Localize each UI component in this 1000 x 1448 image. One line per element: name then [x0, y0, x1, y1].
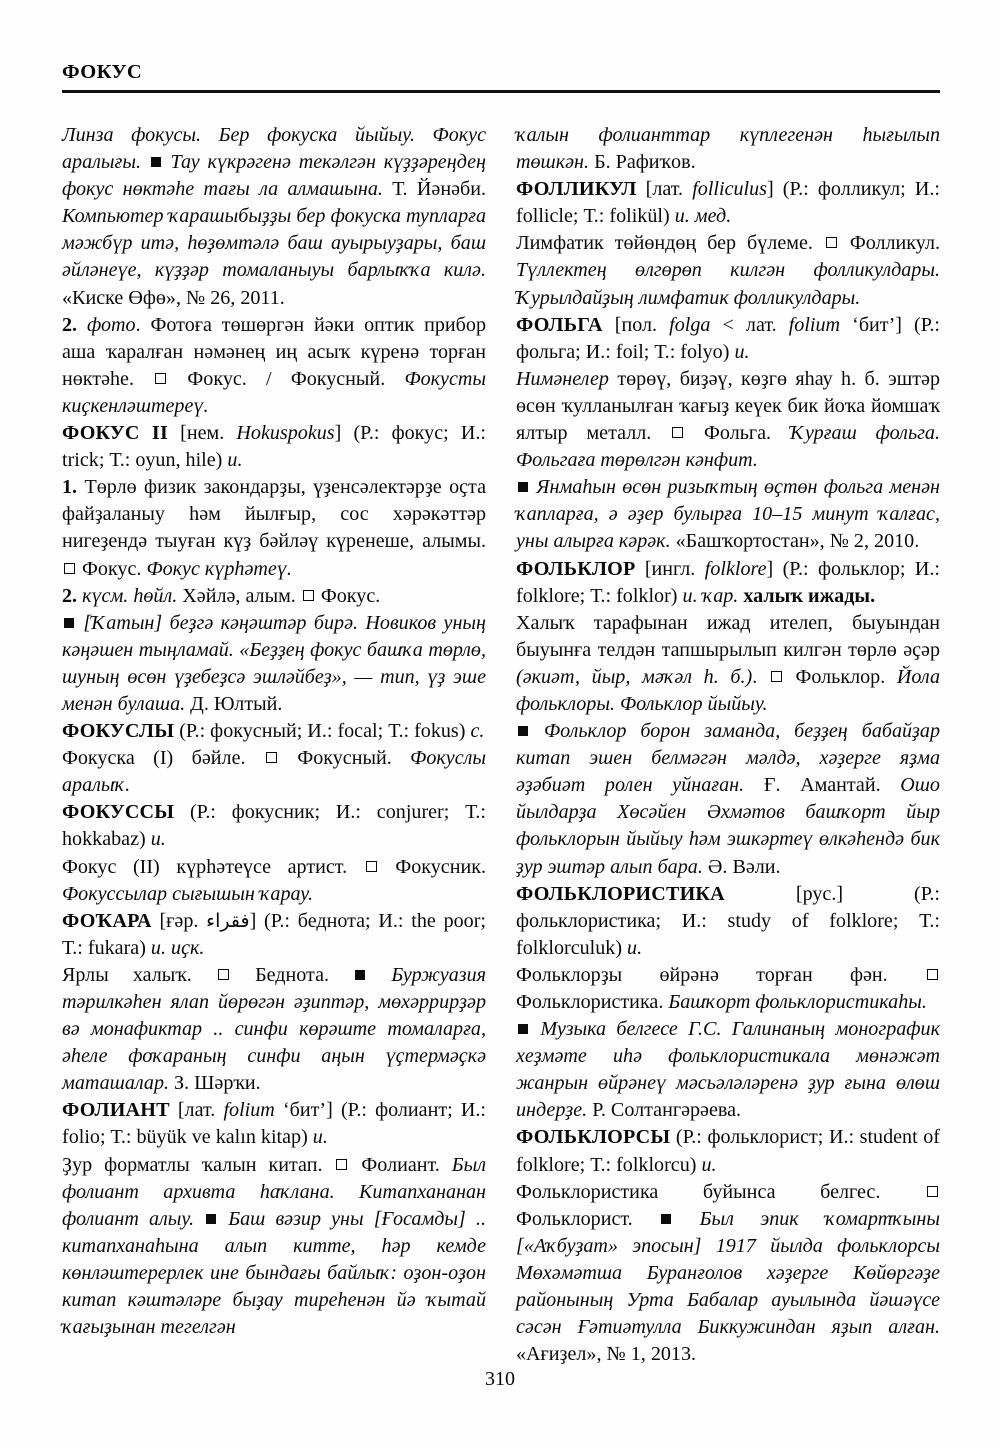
entry-sense: [516, 610, 940, 718]
italic-text: и.: [150, 828, 166, 851]
entry-sense: [516, 1179, 940, 1369]
roman-text: Фокус.: [315, 584, 381, 607]
roman-text: .: [752, 665, 769, 688]
roman-text: Р. Солтангәрәева.: [587, 1099, 742, 1122]
italic-text: күсм. һөйл.: [77, 584, 178, 607]
entry-headword: ФОЛИАНТ: [62, 1099, 170, 1122]
italic-text: folliculus: [692, 178, 767, 201]
entry-body: [62, 122, 486, 312]
italic-text: folium: [788, 313, 841, 336]
roman-text: . Фотоға төшөргән йәки оптик прибор аша ҡаралған нәмәнең иң асыҡ күренә торған нөктәһе.: [62, 313, 486, 390]
entry-citation: [516, 718, 940, 881]
italic-text: и.: [734, 340, 750, 363]
roman-text: Фольклорҙы өйрәнә торған фән.: [516, 963, 925, 986]
italic-text: Йола фольклоры. Фольклор йыйыу.: [516, 665, 940, 715]
roman-text: Фокус. / Фокусный.: [168, 367, 405, 390]
dictionary-entry: [62, 908, 486, 962]
roman-text: Фольклор.: [783, 665, 897, 688]
hollow-square-mark: [672, 427, 683, 438]
roman-text: < лат.: [710, 313, 789, 336]
filled-square-mark: [518, 726, 528, 736]
filled-square-mark: [518, 482, 528, 492]
roman-text: Фольклористика.: [516, 991, 669, 1013]
entry-sense: [62, 583, 486, 610]
entry-headword: ФОКУС II: [62, 422, 168, 445]
entry-sense: [62, 474, 486, 582]
running-head-rule: [62, 90, 940, 93]
italic-text: Линза фокусы. Бер фокуска йыйыу. Фокус аралығы.: [62, 124, 486, 174]
hollow-square-mark: [303, 590, 314, 601]
running-head: [62, 62, 940, 93]
filled-square-mark: [151, 157, 161, 167]
roman-text: ‘бит’] (Р.: фолиант; И.: folio; Т.: büyük ve kalın kitap): [62, 1099, 486, 1149]
hollow-square-mark: [927, 1186, 938, 1197]
dictionary-entry: [62, 420, 486, 474]
roman-text: Фольга.: [685, 422, 790, 445]
italic-text: и. ҡар.: [682, 584, 739, 607]
filled-square-mark: [661, 1214, 671, 1224]
entry-sense: [516, 230, 940, 311]
entry-headword: ФОЛЛИКУЛ: [516, 178, 637, 201]
roman-text: Лимфатик төйөндөң бер бүлеме.: [516, 232, 824, 255]
hollow-square-mark: [64, 563, 75, 574]
dictionary-entry: [516, 176, 940, 230]
roman-text: [ингл.: [635, 557, 705, 580]
roman-text: Халыҡ тарафынан ижад ителеп, быуындан быуынға телдән тапшырылып килгән төрлө әҫәр: [516, 611, 940, 661]
hollow-square-mark: [266, 752, 277, 763]
entry-sense: [62, 745, 486, 799]
italic-text: и. иҫк.: [150, 936, 205, 959]
roman-text: «Ағиҙел», № 1, 2013.: [516, 1343, 697, 1366]
italic-text: ҡалын фолианттар күплегенән һығылып төшкән.: [516, 124, 940, 174]
italic-text: и. мед.: [674, 205, 732, 228]
italic-text: folklore: [704, 557, 767, 580]
hollow-square-mark: [155, 373, 166, 384]
dictionary-entry: [62, 1097, 486, 1151]
roman-text: Фокус (II) күрһәтеүсе артист.: [62, 855, 364, 878]
italic-text: Түллектең өлгөрөп килгән фолликулдары. Ҡурылдайҙың лимфатик фолликулдары.: [516, 259, 940, 309]
entry-headword: ФОКУССЫ: [62, 801, 175, 824]
dictionary-entry: [516, 1124, 940, 1178]
entry-body: [516, 122, 940, 176]
roman-text: Фольклористика буйынса белгес.: [516, 1180, 925, 1203]
italic-text: и.: [312, 1126, 328, 1149]
italic-text: Фольклор борон заманда, беҙҙең бабайҙар китап эшен белмәгән мәлдә, хәҙерге яҙма әҙәбиәт ролен уйнаған.: [516, 720, 940, 797]
roman-text: Фокус.: [77, 557, 147, 580]
roman-text: (Р.: фокусный; И.: focal; Т.: fokus): [174, 720, 471, 743]
roman-text: Ә. Вәли.: [702, 855, 781, 878]
italic-text: Баш вәзир уны [Ғосамды] .. китапханаһына алып китте, һәр кемде көнләштерерлек ине бындағы байлыҡ: оҙон-оҙон китап кәштәләре быҙау тиреһенән йә ҡытай ҡағыҙынан тегелгән: [62, 1207, 487, 1339]
bold-text: халыҡ ижады.: [743, 584, 876, 607]
italic-text: Фокуссылар сығышын ҡарау.: [62, 882, 313, 905]
roman-text: Д. Юлтый.: [185, 692, 283, 715]
italic-text: Hokuspokus: [236, 422, 335, 445]
hollow-square-mark: [826, 237, 837, 248]
hollow-square-mark: [927, 969, 938, 980]
roman-text: [нем.: [167, 422, 237, 445]
dictionary-entry: [516, 312, 940, 366]
roman-text: [рус.] (Р.: фольклористика; И.: study of folklore; Т.: folklorculuk): [516, 882, 940, 959]
roman-text: ] (Р.: фокус; И.: trick; Т.: oyun, hile): [62, 422, 486, 472]
italic-text: Буржуазия тәрилкәһен ялап йөрөгән әҙиптәр, мөхәррирҙәр вә монафиктар .. синфи көрәште томаларға, әһеле фоҡараның синфи аңын үҫтермәҫкә маташалар.: [62, 963, 487, 1095]
roman-text: Ғ. Амантай.: [744, 774, 901, 797]
roman-text: [141, 151, 149, 173]
filled-square-mark: [64, 618, 74, 628]
arabic-etymon: فقراء: [206, 909, 250, 932]
italic-text: Фокус күрһәтеү.: [146, 557, 292, 580]
italic-text: Музыка белгесе Г.С. Галинаның монографик хеҙмәте иһә фольклористикала мөнәжәт жанрын өйрәнеү мәсьәләләренә ҙур ғына өлөш индерҙе.: [516, 1018, 940, 1122]
roman-text: Фокусник.: [378, 855, 486, 878]
italic-text: folium: [223, 1099, 275, 1122]
italic-text: фото: [77, 313, 136, 336]
roman-text: Төрлө физик закондарҙы, үҙенсәлектәрҙе оҫта файҙаланыу һәм йылғыр, сос хәрәкәттәр нигеҙендә тыуған күҙ бәйләү күренеше, алымы.: [62, 476, 486, 553]
filled-square-mark: [355, 970, 365, 980]
italic-text: Ошо йылдарҙа Хөсәйен Әхмәтов башҡорт йыр фольклорын йыйыу һәм эшкәртеү өлкәһендә бик ҙур эштәр алып бара.: [516, 774, 940, 878]
entry-sense: [516, 366, 940, 474]
entry-headword: ФОҠАРА: [62, 909, 152, 932]
roman-text: [лат.: [169, 1099, 224, 1122]
roman-text: ] (Р.: фолликул; И.: follicle; Т.: folikül): [516, 178, 940, 228]
entry-sense: [516, 962, 940, 1016]
page-number: 310: [485, 1368, 515, 1390]
column-right: [516, 122, 940, 1366]
italic-text: Фокуслы аралыҡ.: [62, 747, 486, 797]
entry-citation: [62, 610, 486, 718]
italic-text: (әкиәт, йыр, мәҡәл һ. б.): [516, 665, 753, 688]
entry-sense: [62, 312, 486, 420]
roman-text: З. Шәрҡи.: [169, 1072, 261, 1095]
hollow-square-mark: [771, 671, 782, 682]
bold-text: 2.: [62, 313, 78, 336]
italic-text: Компьютер ҡарашыбыҙҙы бер фокуска тупларға мәжбүр итә, һөҙөмтәлә баш ауырыуҙары, баш әйләнеүе, күҙҙәр томаланыуы барлыҡҡа килә.: [62, 205, 486, 282]
dictionary-entry: [516, 556, 940, 610]
italic-text: Ҡурғаш фольга. Фольгаға төрөлгән кәнфит.: [516, 422, 940, 472]
roman-text: «Башҡортостан», № 2, 2010.: [670, 530, 920, 553]
roman-text: Ярлы халыҡ.: [62, 963, 216, 986]
entry-citation: [516, 1016, 940, 1124]
italic-text: Башҡорт фольклористикаһы.: [668, 991, 927, 1013]
entry-sense: [62, 962, 486, 1097]
bold-text: 2.: [62, 584, 78, 607]
hollow-square-mark: [218, 969, 229, 980]
entry-headword: ФОКУСЛЫ: [62, 720, 175, 743]
roman-text: Фолликул.: [838, 232, 940, 255]
roman-text: ‘бит’] (Р.: фольга; И.: foil; Т.: folyo): [516, 313, 940, 363]
filled-square-mark: [518, 1024, 528, 1034]
entry-headword: ФОЛЬГА: [516, 313, 603, 336]
entry-headword: ФОЛЬКЛОРИСТИКА: [516, 882, 725, 905]
roman-text: Беднота.: [230, 963, 354, 986]
italic-text: Нимәнелер: [516, 367, 609, 390]
italic-text: и.: [627, 936, 643, 959]
roman-text: (Р.: фокусник; И.: conjurer; Т.: hokkabaz): [62, 801, 486, 851]
italic-text: Был эпик ҡомартҡыны [«Аҡбуҙат» эпосын] 1917 йылда фольклорсы Мөхәмәтша Буранғолов хәҙерге Көйөргәҙе районының Урта Бабалар ауылында йәшәүсе сәсән Ғәтиәтулла Биккужиндан яҙып алған.: [516, 1207, 940, 1339]
hollow-square-mark: [366, 861, 377, 872]
italic-text: Фокусты киҫкенләштереү.: [62, 367, 486, 417]
body-columns: [62, 122, 940, 1366]
column-left: [62, 122, 486, 1352]
dictionary-entry: [516, 881, 940, 962]
italic-text: [Ҡатын] беҙгә кәңәштәр бирә. Новиков уның кәңәшен тыңламай. «Беҙҙең фокус башҡа төрлө, шуның өсөн үҙебеҙсә эшләйбеҙ», — тип, үҙ эше менән булаша.: [62, 611, 486, 715]
roman-text: [пол.: [602, 313, 670, 336]
bold-text: 1.: [62, 476, 78, 499]
roman-text: Хәйлә, алым.: [177, 584, 301, 607]
roman-text: ] (Р.: беднота; И.: the poor; Т.: fukara): [62, 909, 487, 959]
roman-text: Фокуска (I) бәйле.: [62, 747, 264, 770]
roman-text: Фолиант.: [349, 1153, 452, 1176]
entry-sense: [62, 1152, 486, 1342]
italic-text: folga: [669, 313, 711, 336]
entry-headword: ФОЛЬКЛОРСЫ: [516, 1126, 671, 1149]
italic-text: Был фолиант архивта һаҡлана. Китапхананан фолиант алыу.: [62, 1153, 487, 1230]
roman-text: Т. Йәнәби.: [382, 178, 486, 201]
filled-square-mark: [206, 1214, 216, 1224]
roman-text: [лат.: [636, 178, 693, 201]
roman-text: ] (Р.: фольклор; И.: folklore; Т.: folklor): [516, 557, 940, 607]
italic-text: и.: [701, 1153, 717, 1176]
italic-text: и.: [227, 449, 243, 472]
entry-headword: ФОЛЬКЛОР: [516, 557, 636, 580]
dictionary-entry: [62, 799, 486, 853]
roman-text: [ғәр.: [151, 909, 207, 932]
italic-text: с.: [470, 720, 485, 743]
roman-text: Фокусный.: [278, 747, 411, 770]
roman-text: Б. Рафиҡов.: [589, 151, 696, 174]
entry-sense: [62, 854, 486, 908]
italic-text: Янмаһын өсөн ризыҡтың өҫтөн фольга менән ҡапларға, ә әҙер булырға 10–15 минут ҡалғас, уны алырға кәрәк.: [516, 476, 940, 553]
hollow-square-mark: [336, 1159, 347, 1170]
roman-text: [194, 1208, 204, 1230]
roman-text: «Киске Өфө», № 26, 2011.: [62, 286, 285, 309]
dictionary-entry: [62, 718, 486, 745]
roman-text: Ҙур форматлы ҡалын китап.: [62, 1153, 335, 1176]
running-head-word: ФОКУС: [62, 61, 143, 83]
roman-text: төрөү, биҙәү, көҙгө яһау һ. б. эштәр өсөн ҡулланылған ҡағыҙ кеүек бик йоҡа йомшаҡ ялтыр металл.: [516, 367, 940, 445]
roman-text: (Р.: фольклорист; И.: student of folklore; Т.: folklorcu): [516, 1126, 940, 1176]
roman-text: Фольклорист.: [516, 1207, 660, 1230]
entry-citation: [516, 474, 940, 555]
italic-text: Тау күкрәгенә текәлгән күҙҙәреңдең фокус нөктәһе тағы ла алмашына.: [62, 151, 486, 201]
